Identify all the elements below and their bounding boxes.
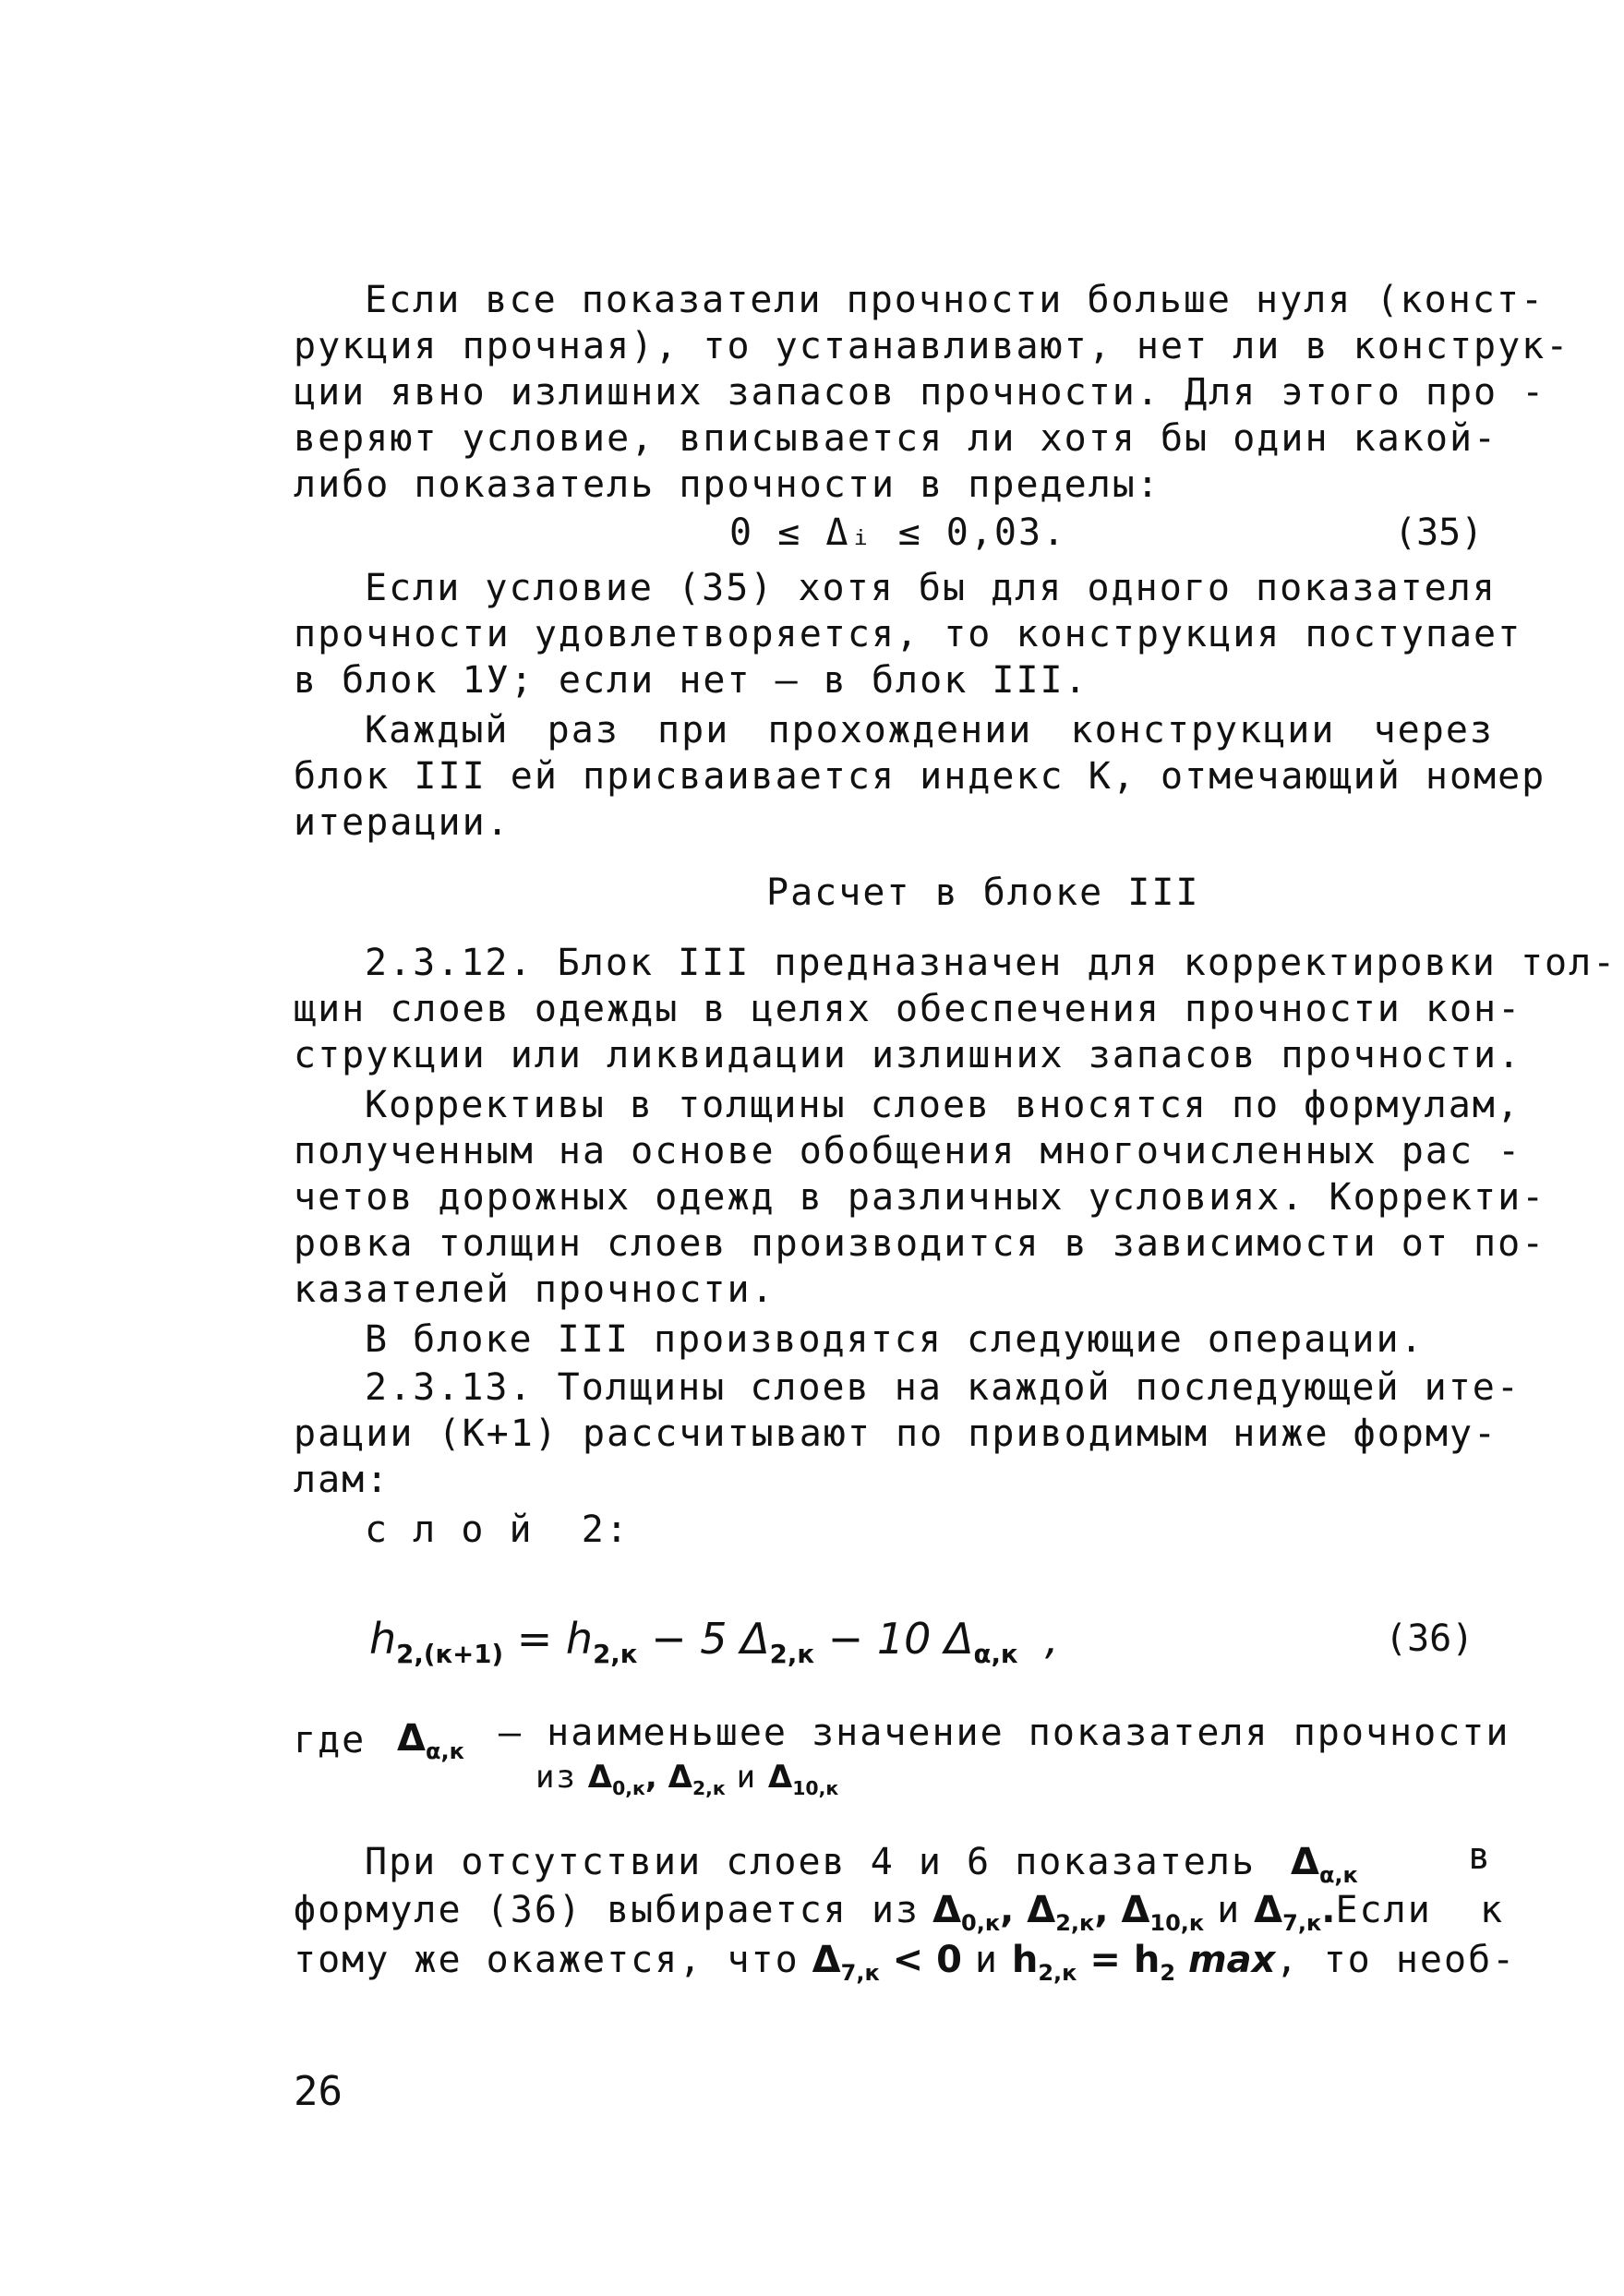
formula-35: 0 ≤ Δᵢ ≤ 0,03. bbox=[729, 511, 1067, 554]
paragraph-1-line-3: ции явно излишних запасов прочности. Для этого про - bbox=[294, 371, 1546, 414]
where-word: где bbox=[294, 1719, 367, 1761]
formula-36: $h_{2,(к+1)} = h_{2,к} - 5$ $\Delta_{2,к} - 10$ $\Delta_{\alpha,к}$ , bbox=[369, 1614, 1059, 1670]
paragraph-8-line-2: формуле (36) выбирается из $\Delta_{0,к}$, $\Delta_{2,к}$, $\Delta_{10,к}$ и $\Delta_{7,к}.Если$ к bbox=[294, 1889, 1505, 1936]
paragraph-5-line-4: ровка толщин слоев производится в зависимости от по- bbox=[294, 1222, 1546, 1265]
paragraph-8-line-3-and: и bbox=[974, 1939, 999, 1981]
where-line-2-prefix: из bbox=[535, 1759, 577, 1796]
paragraph-5-line-3: четов дорожных одежд в различных условиях. Корректи- bbox=[294, 1176, 1546, 1219]
paragraph-8-line-1-text: При отсутствии слоев 4 и 6 показатель bbox=[365, 1841, 1257, 1883]
where-line-2: из $\Delta_{0,к}$, $\Delta_{2,к}$ и $\Delta_{10,к}$ bbox=[535, 1759, 839, 1799]
formula-36-number: (36) bbox=[1385, 1617, 1474, 1660]
paragraph-2-line-1: Если условие (35) хотя бы для одного показателя bbox=[365, 567, 1497, 609]
paragraph-8-line-3: тому же окажется, что $\Delta_{7,к} < 0$ и $h_{2,к} = h_2$ max, то необ- bbox=[294, 1939, 1517, 1986]
layer-label: с л о й 2: bbox=[365, 1509, 630, 1551]
paragraph-4-line-3: струкции или ликвидации излишних запасов прочности. bbox=[294, 1034, 1522, 1076]
paragraph-8-line-3-start: тому же окажется, что bbox=[294, 1939, 800, 1981]
paragraph-1-line-5: либо показатель прочности в пределы: bbox=[294, 463, 1161, 506]
paragraph-2-line-2: прочности удовлетворяется, то конструкция поступает bbox=[294, 613, 1522, 655]
paragraph-3-line-3: итерации. bbox=[294, 801, 511, 844]
paragraph-7-line-2: рации (K+1) рассчитывают по приводимым ниже форму- bbox=[294, 1412, 1498, 1455]
paragraph-1-line-1: Если все показатели прочности больше нуля (конст- bbox=[365, 279, 1546, 321]
paragraph-7-line-1: 2.3.13. Толщины слоев на каждой последующей ите- bbox=[365, 1366, 1521, 1409]
paragraph-8-line-1: При отсутствии слоев 4 и 6 показатель $\Delta_{\alpha,к}$ bbox=[365, 1841, 1358, 1888]
paragraph-8-line-2-and: и bbox=[1217, 1889, 1242, 1931]
paragraph-8-line-1-end: в bbox=[1468, 1835, 1493, 1878]
paragraph-8-line-2-end: Если к bbox=[1335, 1889, 1505, 1931]
paragraph-4-line-2: щин слоев одежды в целях обеспечения прочности кон- bbox=[294, 988, 1522, 1030]
section-heading: Расчет в блоке III bbox=[766, 872, 1200, 914]
where-and: и bbox=[736, 1759, 758, 1796]
paragraph-2-line-3: в блок 1У; если нет – в блок III. bbox=[294, 659, 1089, 702]
paragraph-1-line-4: веряют условие, вписывается ли хотя бы один какой- bbox=[294, 417, 1498, 460]
paragraph-8-line-2-start: формуле (36) выбирается из bbox=[294, 1889, 920, 1931]
paragraph-7-line-3: лам: bbox=[294, 1459, 391, 1501]
where-symbol: $\Delta_{\alpha,к}$ bbox=[397, 1717, 464, 1764]
paragraph-3-line-1: Каждый раз при прохождении конструкции через bbox=[365, 709, 1494, 751]
paragraph-3-line-2: блок III ей присваивается индекс K, отмечающий номер bbox=[294, 755, 1546, 798]
paragraph-8-line-3-end: , то необ- bbox=[1275, 1939, 1517, 1981]
paragraph-5-line-5: казателей прочности. bbox=[294, 1268, 776, 1311]
paragraph-1-line-2: рукция прочная), то устанавливают, нет ли в конструк- bbox=[294, 325, 1570, 367]
paragraph-4-line-1: 2.3.12. Блок III предназначен для корректировки тол- bbox=[365, 942, 1618, 984]
formula-35-number: (35) bbox=[1394, 511, 1484, 554]
paragraph-5-line-2: полученным на основе обобщения многочисленных рас - bbox=[294, 1130, 1522, 1172]
page-number: 26 bbox=[294, 2068, 343, 2115]
where-line-1: – наименьшее значение показателя прочности bbox=[499, 1712, 1510, 1754]
paragraph-5-line-1: Коррективы в толщины слоев вносятся по формулам, bbox=[365, 1084, 1521, 1126]
paragraph-6: В блоке III производятся следующие операции. bbox=[365, 1318, 1425, 1361]
